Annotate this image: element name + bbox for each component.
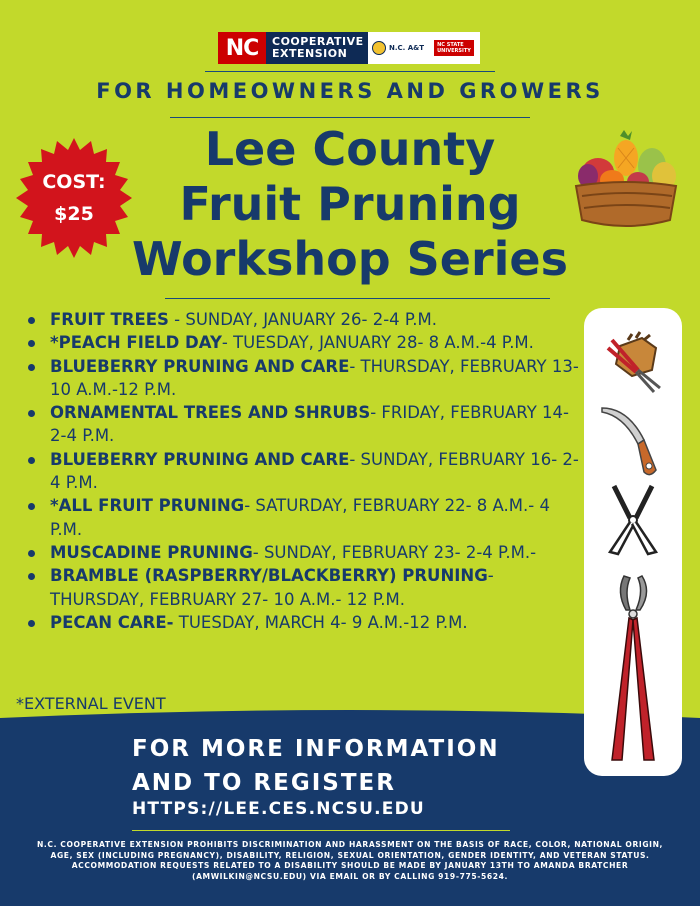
- nondiscrimination-statement: N.C. COOPERATIVE EXTENSION PROHIBITS DISCRIMINATION AND HARASSMENT ON THE BASIS OF RACE, COLOR, NATIONAL ORIGIN, AGE, SEX (INCLUDING PREGNANCY), DISABILITY, RELIGION, SEXUAL ORIENTATION, GENDER IDENTITY, AND VETERAN STATUS. ACCOMMODATION REQUESTS RELATED TO A DISABILITY SHOULD BE MADE BY JANUARY 13TH TO AMANDA BRATCHER (AMWILKIN@NCSU.EDU) VIA EMAIL OR BY CALLING 919-775-5624.: [36, 840, 664, 881]
- workshop-detail: - THURSDAY, FEBRUARY 27- 10 A.M.- 12 P.M.: [50, 566, 494, 609]
- workshop-item: [22, 355, 582, 402]
- workshop-item: [22, 331, 582, 354]
- tagline: FOR HOMEOWNERS AND GROWERS: [96, 79, 604, 103]
- cost-text: [12, 136, 136, 260]
- cooperative-extension-logo: [266, 32, 368, 64]
- workshop-detail: - SUNDAY, FEBRUARY 23- 2-4 P.M.-: [252, 542, 537, 562]
- divider-bottom: [132, 830, 510, 831]
- title-line1: Lee County: [204, 122, 496, 176]
- workshop-item: [22, 564, 582, 611]
- pruning-saw-icon: [598, 400, 668, 480]
- ncsu-box: [434, 40, 474, 56]
- title-line3: Workshop Series: [131, 232, 568, 286]
- registration-link[interactable]: HTTPS://LEE.CES.NCSU.EDU: [132, 799, 425, 819]
- workshop-item: [22, 448, 582, 495]
- divider-under-tagline: [170, 117, 530, 118]
- workshop-item: [22, 401, 582, 448]
- loppers-icon: [602, 570, 666, 766]
- workshop-detail: TUESDAY, MARCH 4- 9 A.M.-12 P.M.: [173, 612, 468, 632]
- workshop-name: FRUIT TREES: [50, 310, 169, 329]
- workshop-item: [22, 611, 582, 634]
- cost-label: COST:: [42, 171, 106, 193]
- divider-under-title: [165, 298, 550, 299]
- ncsu-line2: UNIVERSITY: [437, 48, 471, 54]
- tools-card: [584, 308, 682, 776]
- workshop-name: PECAN CARE-: [50, 612, 174, 632]
- coop-line1: COOPERATIVE: [272, 35, 364, 48]
- workshop-detail: - TUESDAY, JANUARY 28- 8 A.M.-4 P.M.: [221, 333, 534, 353]
- workshop-list: [22, 308, 582, 634]
- workshop-detail: - THURSDAY, FEBRUARY 13- 10 A.M.-12 P.M.: [50, 356, 579, 399]
- workshop-name: BLUEBERRY PRUNING AND CARE: [50, 449, 350, 469]
- divider-top: [205, 71, 495, 72]
- fruit-basket-icon: [570, 128, 682, 232]
- workshop-name: BRAMBLE (RASPBERRY/BLACKBERRY) PRUNING: [50, 566, 488, 586]
- ncsu-line1: NC STATE: [437, 42, 464, 48]
- workshop-item: [22, 494, 582, 541]
- workshop-name: ORNAMENTAL TREES AND SHRUBS: [50, 403, 371, 423]
- workshop-name: MUSCADINE PRUNING: [50, 542, 253, 562]
- workshop-name: *ALL FRUIT PRUNING: [50, 496, 245, 516]
- coop-line2: EXTENSION: [272, 47, 348, 60]
- workshop-detail: - SUNDAY, FEBRUARY 16- 2-4 P.M.: [50, 449, 579, 493]
- workshop-detail: - FRIDAY, FEBRUARY 14- 2-4 P.M.: [50, 403, 569, 446]
- more-info-line1: FOR MORE INFORMATION: [132, 736, 500, 762]
- hedge-shears-icon: [600, 482, 666, 558]
- gloves-shears-icon: [598, 326, 668, 396]
- more-info-heading: [132, 732, 500, 800]
- workshop-item: [22, 541, 582, 564]
- workshop-name: BLUEBERRY PRUNING AND CARE: [50, 356, 350, 376]
- ncat-label: N.C. A&T: [388, 44, 425, 52]
- cost-badge: [12, 136, 136, 260]
- ncat-seal-icon: [372, 41, 386, 55]
- ncat-logo: [368, 32, 428, 64]
- workshop-item: [22, 308, 582, 331]
- more-info-line2: AND TO REGISTER: [132, 770, 396, 796]
- workshop-detail: - SUNDAY, JANUARY 26- 2-4 P.M.: [168, 310, 438, 329]
- workshop-detail: - SATURDAY, FEBRUARY 22- 8 A.M.- 4 P.M.: [50, 496, 550, 539]
- cost-amount: $25: [54, 203, 94, 225]
- nc-logo-mark: NC: [218, 32, 266, 64]
- workshop-name: *PEACH FIELD DAY: [50, 333, 222, 353]
- partner-logos: [218, 32, 480, 64]
- external-event-note: *EXTERNAL EVENT: [16, 694, 166, 713]
- title-line2: Fruit Pruning: [179, 177, 521, 231]
- ncsu-logo: [428, 32, 480, 64]
